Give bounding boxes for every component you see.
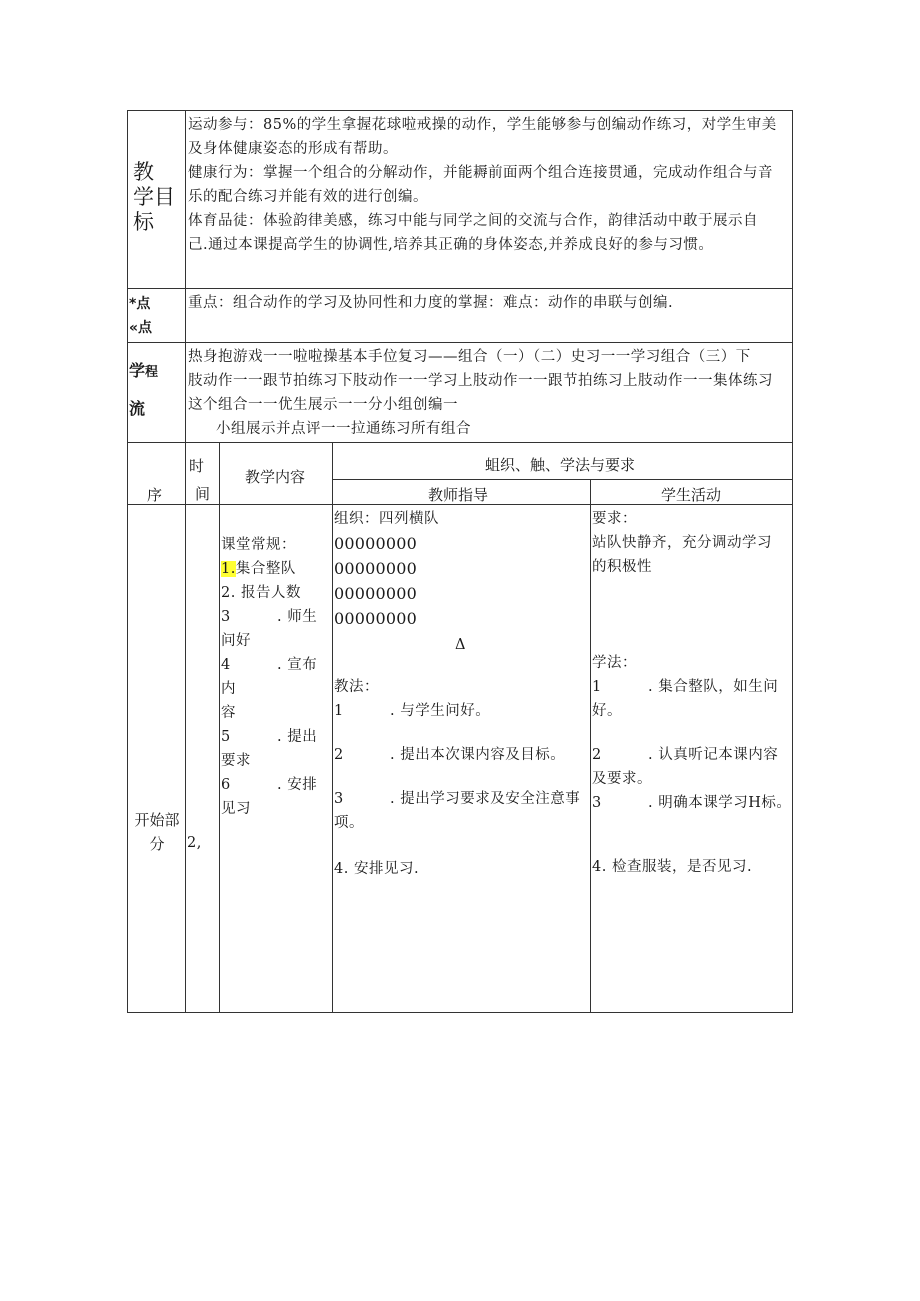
- content-item-number: 1.: [221, 561, 236, 577]
- header-seq: 序: [147, 486, 163, 504]
- content-item-cont: 容: [221, 705, 236, 721]
- content-item-number: 4: [221, 657, 231, 673]
- keypoints-label: [129, 292, 152, 340]
- header-org: 蛆织、触、学法与要求: [485, 456, 636, 474]
- process-line: 肢动作一一跟节拍练习下肢动作一一学习上肢动作一一跟节拍练习上肢动作一一集体练习: [188, 373, 773, 389]
- content-item: 2. 报告人数: [221, 585, 301, 601]
- student-req-line: 的积极性: [592, 559, 652, 575]
- formation-row: 00000000: [334, 609, 418, 628]
- goals-text: [188, 113, 790, 257]
- keypoints-text: 重点：组合动作的学习及协冋性和力度的掌握：难点：动作的串联与创编.: [188, 295, 674, 311]
- content-item-text: . 安排: [277, 777, 318, 793]
- student-method-number: 1: [592, 679, 602, 695]
- goals-line: 运动参与：85%的学生拿握花球啦戒操的动作，学生能够参与创编动作练习，对学生审美: [188, 117, 777, 133]
- goals-label-char: 学: [133, 185, 154, 209]
- section-name-line: 分: [149, 835, 165, 853]
- student-method-item: 4. 检查服装，是否见习.: [592, 859, 753, 875]
- student-method-text: . 认真听记本课内容: [648, 747, 779, 763]
- goals-label-char: 标: [133, 210, 154, 234]
- header-time-line: 间: [195, 485, 211, 503]
- divider: [127, 288, 793, 289]
- formation-row: 00000000: [334, 584, 418, 603]
- student-method-cont: 及要求。: [592, 771, 652, 787]
- student-method-label: 学法：: [592, 655, 637, 671]
- student-req-label: 要求：: [592, 511, 637, 527]
- section-name: [133, 808, 181, 856]
- divider: [219, 442, 220, 1013]
- teacher-method-text: . 提出本次课内容及目标。: [390, 747, 566, 763]
- content-item-cont: 问好: [221, 633, 251, 649]
- section-name-line: 开始部: [134, 811, 180, 829]
- goals-label-char: 目: [154, 185, 175, 209]
- header-time: [189, 452, 210, 508]
- divider: [127, 342, 793, 343]
- table-border-left: [127, 110, 128, 1013]
- student-method-number: 3: [592, 795, 602, 811]
- content-item-cont: 内: [221, 681, 236, 697]
- keypoints-label-line: *点: [129, 296, 151, 312]
- student-method-text: . 集合整队，如生问: [648, 679, 779, 695]
- content-item-number: 6: [221, 777, 231, 793]
- process-label-line: 学: [129, 361, 146, 380]
- process-label-line: 流: [129, 399, 146, 418]
- process-line: 这个组合一一优生展示一一分小组创编一: [188, 397, 458, 413]
- content-item-text: 集合整队: [235, 561, 296, 577]
- teacher-method-cont: 项。: [334, 815, 364, 831]
- content-item-cont: 见习: [221, 801, 251, 817]
- content-item-text: . 师生: [277, 609, 318, 625]
- teacher-method-number: 2: [334, 747, 344, 763]
- goals-line: 健康行为：掌握一个组合的分解动作，并能耨前面两个组合连接贯通，完成动作组合与音: [188, 165, 773, 181]
- teacher-method-item: 4. 安排见习.: [334, 861, 420, 877]
- keypoints-label-line: «点: [129, 320, 153, 336]
- section-time: 2,: [187, 835, 202, 851]
- content-item-cont: 要求: [221, 753, 251, 769]
- teacher-method-label: 教法：: [334, 679, 379, 695]
- goals-line: 体育品徒：体验韵律美感，练习中能与同学之间的交流与合作，韵律活动中敢于展示自: [188, 213, 758, 229]
- section-content: [221, 533, 331, 821]
- header-student: 学生活动: [661, 486, 722, 504]
- student-method-number: 2: [592, 747, 602, 763]
- process-line: 小组展示并点评一一拉通练习所有组合: [216, 421, 471, 437]
- section-teacher: [334, 507, 588, 881]
- student-method-cont: 好。: [592, 703, 622, 719]
- teacher-method-text: . 提出学习要求及安全注意事: [390, 791, 581, 807]
- header-content: 教学内容: [245, 468, 306, 486]
- goals-line: 及身体健康姿态的形成有帮助。: [188, 141, 398, 157]
- teacher-method-text: . 与学生问好。: [390, 703, 491, 719]
- divider: [332, 442, 333, 1013]
- goals-line: 己.通过本课提高学生的协调性,培养其正确的身体姿态,并养成良好的参与习惯。: [188, 237, 714, 253]
- student-req-line: 站队快静齐，充分调动学习: [592, 535, 772, 551]
- content-title: 课堂常规：: [221, 537, 296, 553]
- header-teacher: 教师指导: [428, 486, 489, 504]
- teacher-method-number: 3: [334, 791, 344, 807]
- table-border-bottom: [127, 1012, 793, 1013]
- section-student: [592, 507, 790, 879]
- process-label-line: 程: [145, 365, 159, 380]
- student-method-text: . 明确本课学习H标。: [648, 795, 792, 811]
- divider: [332, 479, 793, 480]
- content-item-text: . 提出: [277, 729, 318, 745]
- divider: [590, 479, 591, 1013]
- goals-label-char: 教: [133, 160, 154, 184]
- content-item-number: 3: [221, 609, 231, 625]
- content-item-text: . 宣布: [277, 657, 318, 673]
- teacher-position-mark: Δ: [455, 637, 466, 653]
- table-border-top: [127, 110, 793, 111]
- content-item-number: 5: [221, 729, 231, 745]
- formation-row: 00000000: [334, 534, 418, 553]
- process-text: [188, 345, 790, 441]
- formation-row: 00000000: [334, 559, 418, 578]
- goals-label: [128, 160, 185, 235]
- teacher-method-number: 1: [334, 703, 344, 719]
- goals-line: 乐的配合练习并能有效的进行创编。: [188, 189, 428, 205]
- header-time-line: 时: [189, 457, 205, 475]
- divider: [185, 110, 186, 1013]
- table-border-right: [792, 110, 793, 1013]
- process-line: 热身抱游戏一一啦啦操基本手位复习——组合（一）（二）史习一一学习组合（三）下: [188, 349, 751, 365]
- teacher-org: 组织：四列横队: [334, 511, 439, 527]
- divider: [127, 442, 793, 443]
- process-label: [129, 359, 158, 421]
